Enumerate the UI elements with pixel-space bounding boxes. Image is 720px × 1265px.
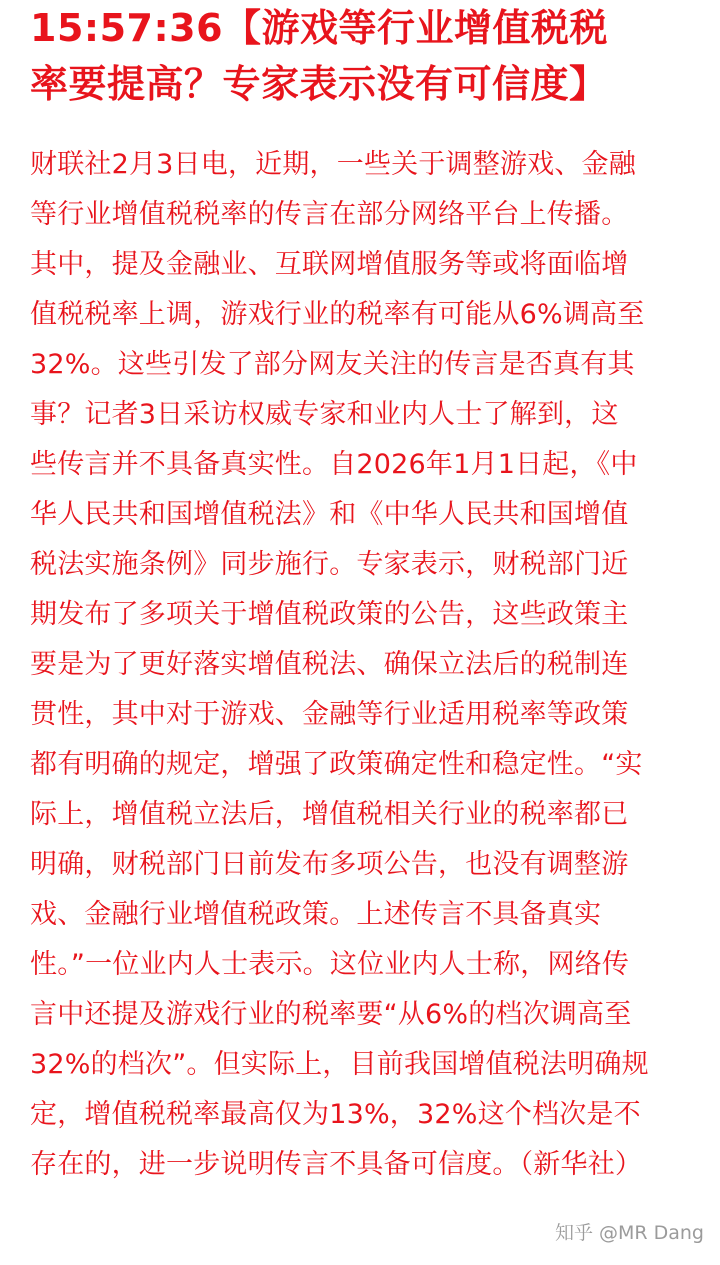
article-line: 期发布了多项关于增值税政策的公告，这些政策主 xyxy=(30,599,629,630)
article-line: 值税税率上调，游戏行业的税率有可能从6%调高至 xyxy=(30,299,645,330)
article-line: 要是为了更好落实增值税法、确保立法后的税制连 xyxy=(30,649,629,680)
article-line: 际上，增值税立法后，增值税相关行业的税率都已 xyxy=(30,799,629,830)
zhihu-watermark: 知乎 @MR Dang xyxy=(554,1222,704,1244)
article-line: 贯性，其中对于游戏、金融等行业适用税率等政策 xyxy=(30,699,629,730)
headline-line: 15:57:36【游戏等行业增值税税 xyxy=(30,6,609,50)
article-line: 些传言并不具备真实性。自2026年1月1日起，《中 xyxy=(30,449,638,480)
article-line: 32%。这些引发了部分网友关注的传言是否真有其 xyxy=(30,349,635,380)
article-line: 定，增值税税率最高仅为13%，32%这个档次是不 xyxy=(30,1099,641,1130)
article-line: 华人民共和国增值税法》和《中华人民共和国增值 xyxy=(30,499,629,530)
article-line: 明确，财税部门日前发布多项公告，也没有调整游 xyxy=(30,849,629,880)
article-line: 等行业增值税税率的传言在部分网络平台上传播。 xyxy=(30,199,629,230)
article-line: 言中还提及游戏行业的税率要“从6%的档次调高至 xyxy=(30,999,632,1030)
article-line: 性。”一位业内人士表示。这位业内人士称，网络传 xyxy=(30,949,630,980)
article-line: 其中，提及金融业、互联网增值服务等或将面临增 xyxy=(30,249,629,280)
article-body xyxy=(30,140,710,1190)
article-line: 戏、金融行业增值税政策。上述传言不具备真实 xyxy=(30,899,602,930)
article-line: 都有明确的规定，增强了政策确定性和稳定性。“实 xyxy=(30,749,643,780)
article-line: 存在的，进一步说明传言不具备可信度。（新华社） xyxy=(30,1149,643,1180)
headline xyxy=(30,0,710,112)
article-line: 财联社2月3日电，近期，一些关于调整游戏、金融 xyxy=(30,149,636,180)
headline-line: 率要提高？专家表示没有可信度】 xyxy=(30,62,608,106)
article-line: 事？记者3日采访权威专家和业内人士了解到，这 xyxy=(30,399,619,430)
article-line: 税法实施条例》同步施行。专家表示，财税部门近 xyxy=(30,549,629,580)
article-line: 32%的档次”。但实际上，目前我国增值税法明确规 xyxy=(30,1049,649,1080)
